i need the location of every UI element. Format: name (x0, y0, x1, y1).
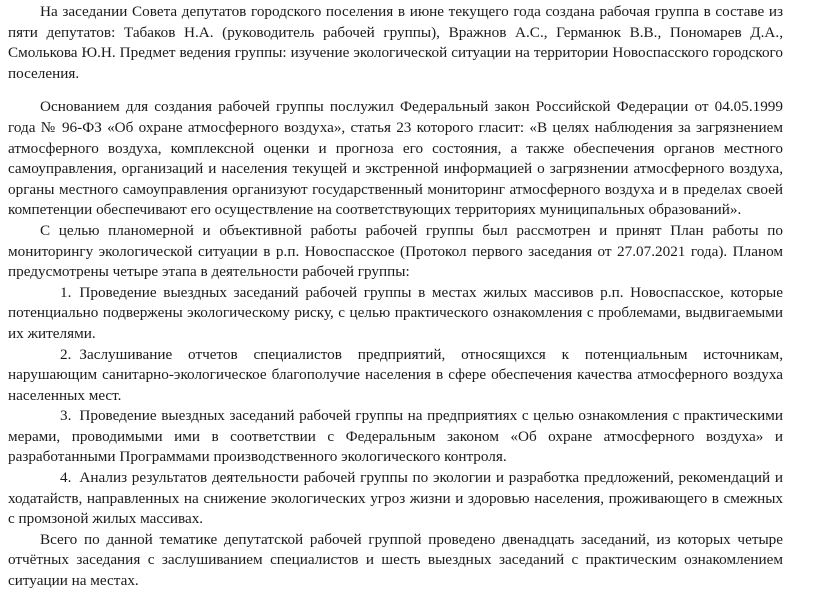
list-item-text: Проведение выездных заседаний рабочей группы в местах жилых массивов р.п. Новоспасское, которые потенциально подвержены экологическому риску, с целью практического ознакомления с проблемами, выдвигаемыми их жителями. (8, 283, 783, 342)
list-item-text: Заслушивание отчетов специалистов предприятий, относящихся к потенциальным источникам, нарушающим санитарно-экологическое благополучие населения в сфере обеспечения качества атмосферного воздуха населенных мест. (8, 345, 783, 404)
paragraph-working-group: На заседании Совета депутатов городского поселения в июне текущего года создана рабочая группа в составе из пяти депутатов: Табаков Н.А. (руководитель рабочей группы), Вражнов А.С., Германюк В.В., Пономарев Д.А., Смолькова Ю.Н. Предмет ведения группы: изучение экологической ситуации на территории Новоспасского городского поселения. (8, 3, 783, 82)
list-item-number: 1. (60, 283, 72, 301)
list-item (8, 283, 783, 345)
list-item (8, 468, 783, 530)
list-item (8, 345, 783, 407)
list-item-number: 3. (60, 407, 72, 425)
list-item-number: 4. (60, 469, 72, 487)
paragraph-summary: Всего по данной тематике депутатской рабочей группой проведено двенадцать заседаний, из которых четыре отчётных заседания с заслушиванием специалистов и шесть выездных заседаний с практическим ознакомлением ситуации на местах. (8, 530, 783, 590)
list-item-number: 2. (60, 345, 72, 363)
paragraph-work-plan: С целью планомерной и объективной работы рабочей группы был рассмотрен и принят План работы по мониторингу экологической ситуации в р.п. Новоспасское (Протокол первого заседания от 27.07.2021 года). Планом предусмотрены четыре этапа в деятельности рабочей группы: (8, 221, 783, 281)
list-item (8, 406, 783, 468)
list-item-text: Проведение выездных заседаний рабочей группы на предприятиях с целью ознакомления с практическими мерами, проводимыми ими в соответствии с Федеральным законом «Об охране атмосферного воздуха» и разработанными Программами производственного экологического контроля. (8, 407, 783, 466)
stages-list (8, 283, 783, 530)
list-item-text: Анализ результатов деятельности рабочей группы по экологии и разработка предложений, рекомендаций и ходатайств, направленных на снижение экологических угроз жизни и здоровью населения, проживающего в смежных с промзоной жилых массивах. (8, 469, 783, 528)
paragraph-legal-basis: Основанием для создания рабочей группы послужил Федеральный закон Российской Федерации от 04.05.1999 года № 96-ФЗ «Об охране атмосферного воздуха», статья 23 которого гласит: «В целях наблюдения за загрязнением атмосферного воздуха, комплексной оценки и прогноза его состояния, а также обеспечения органов местного самоуправления, организаций и населения текущей и экстренной информацией о загрязнении атмосферного воздуха, органы местного самоуправления организуют государственный мониторинг атмосферного воздуха и в пределах своей компетенции обеспечивают его осуществление на соответствующих территориях муниципальных образований». (8, 98, 783, 219)
